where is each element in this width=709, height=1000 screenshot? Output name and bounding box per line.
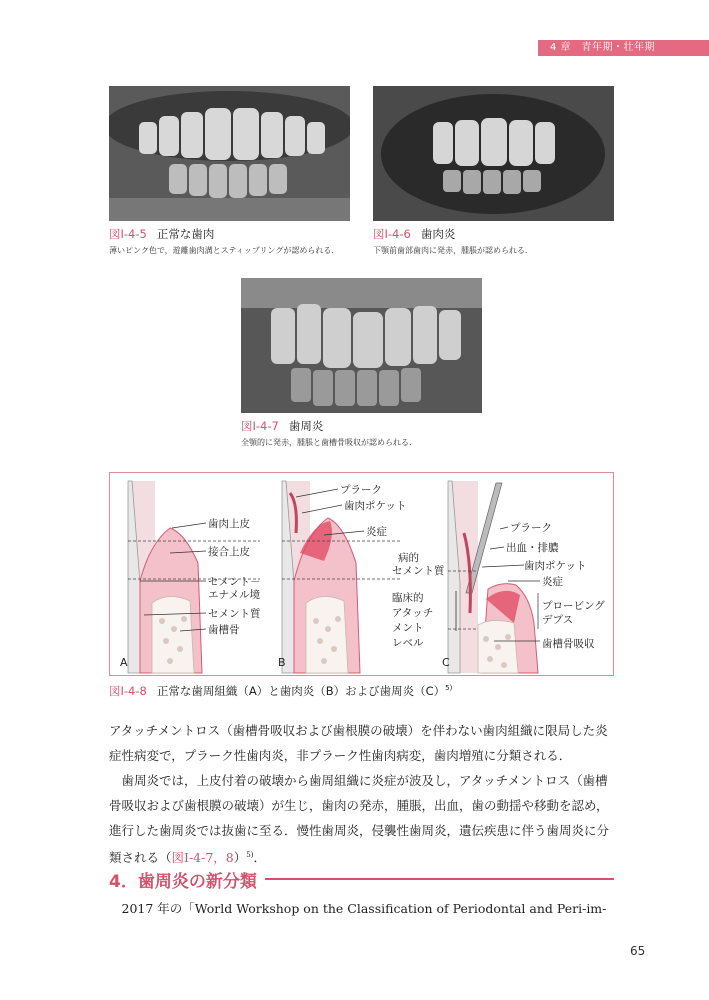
label-probing-1: プロービング	[542, 600, 605, 612]
section-body	[109, 896, 614, 921]
label-pathologic-2: セメント質	[392, 565, 445, 577]
label-pathologic-1: 病的	[398, 552, 419, 564]
paragraph-gingivitis: アタッチメントロス（歯槽骨吸収および歯根膜の破壊）を伴わない歯肉組織に限局した炎症性病変で，プラーク性歯肉炎，非プラーク性歯肉病変，歯肉増殖に分類される．	[109, 723, 608, 763]
fig5-caption	[109, 226, 214, 242]
section-heading-rule	[265, 878, 614, 880]
fig8-text: 正常な歯周組織（A）と歯肉炎（B）および歯周炎（C）	[156, 684, 446, 698]
body-text	[109, 718, 614, 870]
label-clinical-2: アタッチ	[392, 607, 434, 619]
figure-reference-link[interactable]: 図Ⅰ-4-7，8	[171, 850, 234, 866]
label-cej-2: エナメル境	[208, 589, 261, 601]
fig5-description: 薄いピンク色で，遊離歯肉溝とスティップリングが認められる．	[109, 246, 340, 255]
fig7-caption	[241, 418, 323, 434]
panel-label-c: C	[442, 656, 450, 669]
label-clinical-3: メント	[392, 622, 424, 634]
paragraph-periodontitis	[109, 768, 614, 870]
periodontal-diagram	[109, 472, 614, 676]
label-clinical-4: レベル	[392, 637, 424, 649]
label-junctional-epithelium: 接合上皮	[208, 546, 250, 558]
label-gingival-pocket-b: 歯肉ポケット	[344, 500, 407, 512]
fig5-title: 正常な歯肉	[156, 227, 215, 241]
fig5-number: 図Ⅰ-4-5	[109, 227, 147, 241]
section-heading	[109, 866, 614, 892]
fig6-caption	[373, 226, 455, 242]
section-paragraph: 2017 年の「World Workshop on the Classification of Periodontal and Peri-im-	[121, 901, 607, 916]
label-bleeding-c: 出血・排膿	[506, 542, 559, 554]
paragraph-close-paren: ）	[233, 850, 247, 866]
photo-periodontitis	[241, 278, 482, 413]
label-cej-1: セメント－	[208, 576, 261, 588]
fig8-number: 図Ⅰ-4-8	[109, 684, 147, 698]
fig7-description: 全顎的に発赤，腫脹と歯槽骨吸収が認められる．	[241, 438, 417, 447]
label-gingival-pocket-c: 歯肉ポケット	[524, 560, 587, 572]
fig6-description: 下顎前歯部歯肉に発赤，腫脹が認められる．	[373, 246, 533, 255]
paragraph-ref-sup: 5)	[246, 851, 254, 859]
label-probing-2: デプス	[542, 614, 574, 626]
label-alveolar-bone: 歯槽骨	[208, 624, 240, 636]
photo-gingivitis	[373, 86, 614, 221]
section-heading-text: 4．歯周炎の新分類	[109, 871, 257, 892]
fig7-title: 歯周炎	[288, 419, 324, 433]
label-inflammation-c: 炎症	[542, 576, 563, 588]
fig6-title: 歯肉炎	[420, 227, 456, 241]
paragraph-periodontitis-text: 歯周炎では，上皮付着の破壊から歯周組織に炎症が波及し，アタッチメントロス（歯槽骨吸収および歯根膜の破壊）が生じ，歯肉の発赤，腫脹，出血，歯の動揺や移動を認め，進行した歯周炎では抜歯に至る．慢性歯周炎，侵襲性歯周炎，遺伝疾患に伴う歯周炎に分類される（	[109, 773, 610, 866]
label-inflammation-b: 炎症	[366, 526, 387, 538]
label-plaque-c: プラーク	[510, 522, 552, 534]
fig8-ref: 5)	[445, 684, 453, 693]
label-cementum-a: セメント質	[208, 608, 261, 620]
panel-c-illustration	[448, 481, 540, 673]
paragraph-end: ．	[253, 850, 266, 866]
label-gingival-epithelium: 歯肉上皮	[208, 518, 250, 530]
chapter-tab: 4 章 青年期・壮年期	[538, 40, 709, 56]
fig7-number: 図Ⅰ-4-7	[241, 419, 279, 433]
label-bone-resorption: 歯槽骨吸収	[542, 638, 595, 650]
fig6-number: 図Ⅰ-4-6	[373, 227, 411, 241]
panel-label-b: B	[278, 656, 286, 669]
photo-normal-gingiva	[109, 86, 350, 221]
label-clinical-1: 臨床的	[392, 592, 424, 604]
fig8-caption	[109, 683, 452, 699]
page-number: 65	[630, 944, 646, 958]
label-plaque-b: プラーク	[340, 484, 382, 496]
panel-label-a: A	[120, 656, 128, 669]
